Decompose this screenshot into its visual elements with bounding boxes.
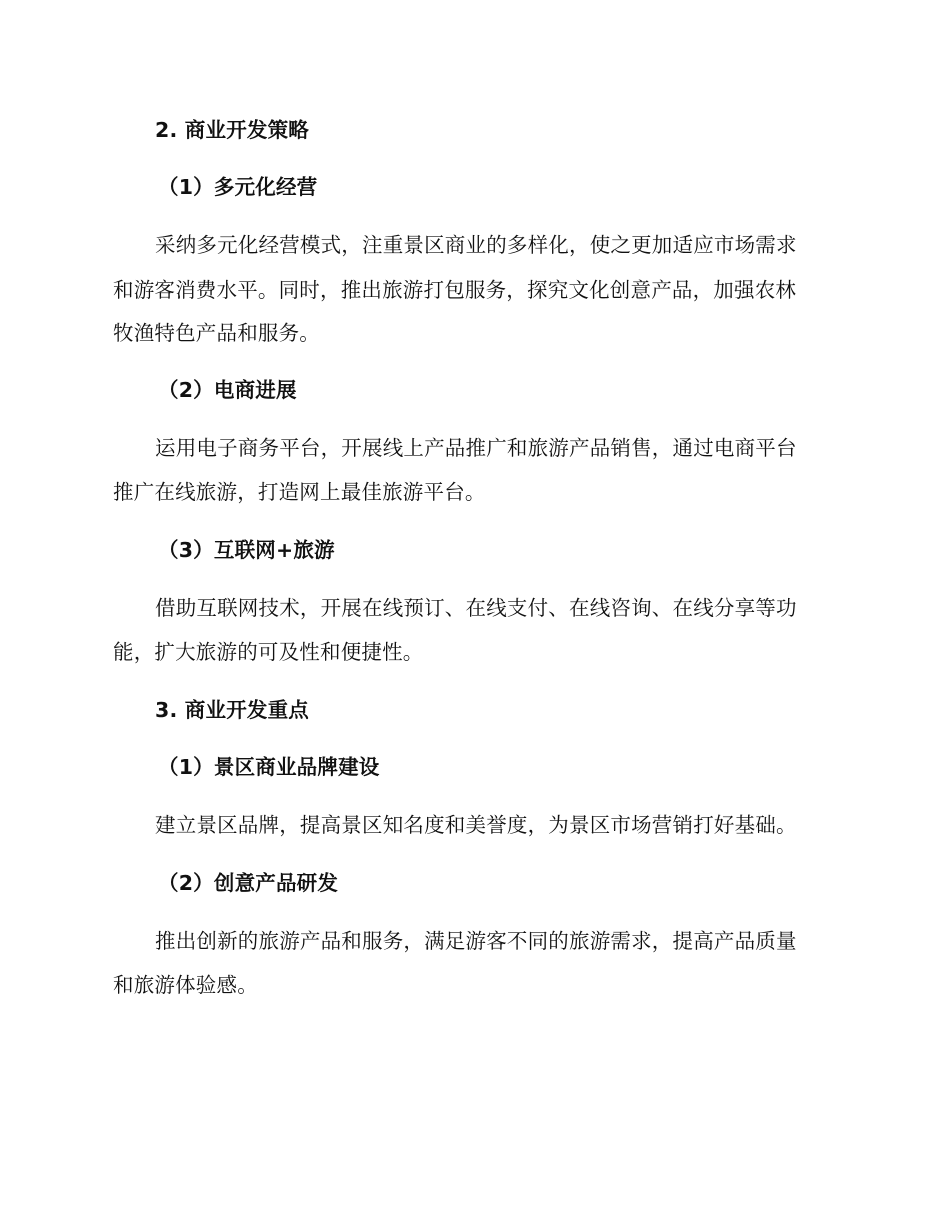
paragraph-line: 推出创新的旅游产品和服务，满足游客不同的旅游需求，提高产品质量 xyxy=(155,929,797,953)
paragraph-line: 采纳多元化经营模式，注重景区商业的多样化，使之更加适应市场需求 xyxy=(155,233,797,257)
paragraph-line: 运用电子商务平台，开展线上产品推广和旅游产品销售，通过电商平台 xyxy=(155,436,797,460)
paragraph-line: 借助互联网技术，开展在线预订、在线支付、在线咨询、在线分享等功 xyxy=(155,596,797,620)
subsection-heading: （1）多元化经营 xyxy=(158,175,318,199)
subsection-heading: （1）景区商业品牌建设 xyxy=(158,755,380,779)
subsection-heading: （3）互联网+旅游 xyxy=(158,538,335,562)
paragraph-line: 能，扩大旅游的可及性和便捷性。 xyxy=(113,640,424,664)
paragraph-line: 推广在线旅游，打造网上最佳旅游平台。 xyxy=(113,480,486,504)
section-heading: 3. 商业开发重点 xyxy=(155,698,309,722)
paragraph-line: 和游客消费水平。同时，推出旅游打包服务，探究文化创意产品，加强农林 xyxy=(113,278,797,302)
subsection-heading: （2）电商进展 xyxy=(158,378,297,402)
subsection-heading: （2）创意产品研发 xyxy=(158,871,339,895)
paragraph-line: 建立景区品牌，提高景区知名度和美誉度，为景区市场营销打好基础。 xyxy=(155,813,797,837)
paragraph-line: 牧渔特色产品和服务。 xyxy=(113,321,320,345)
paragraph-line: 和旅游体验感。 xyxy=(113,973,258,997)
section-heading: 2. 商业开发策略 xyxy=(155,118,309,142)
